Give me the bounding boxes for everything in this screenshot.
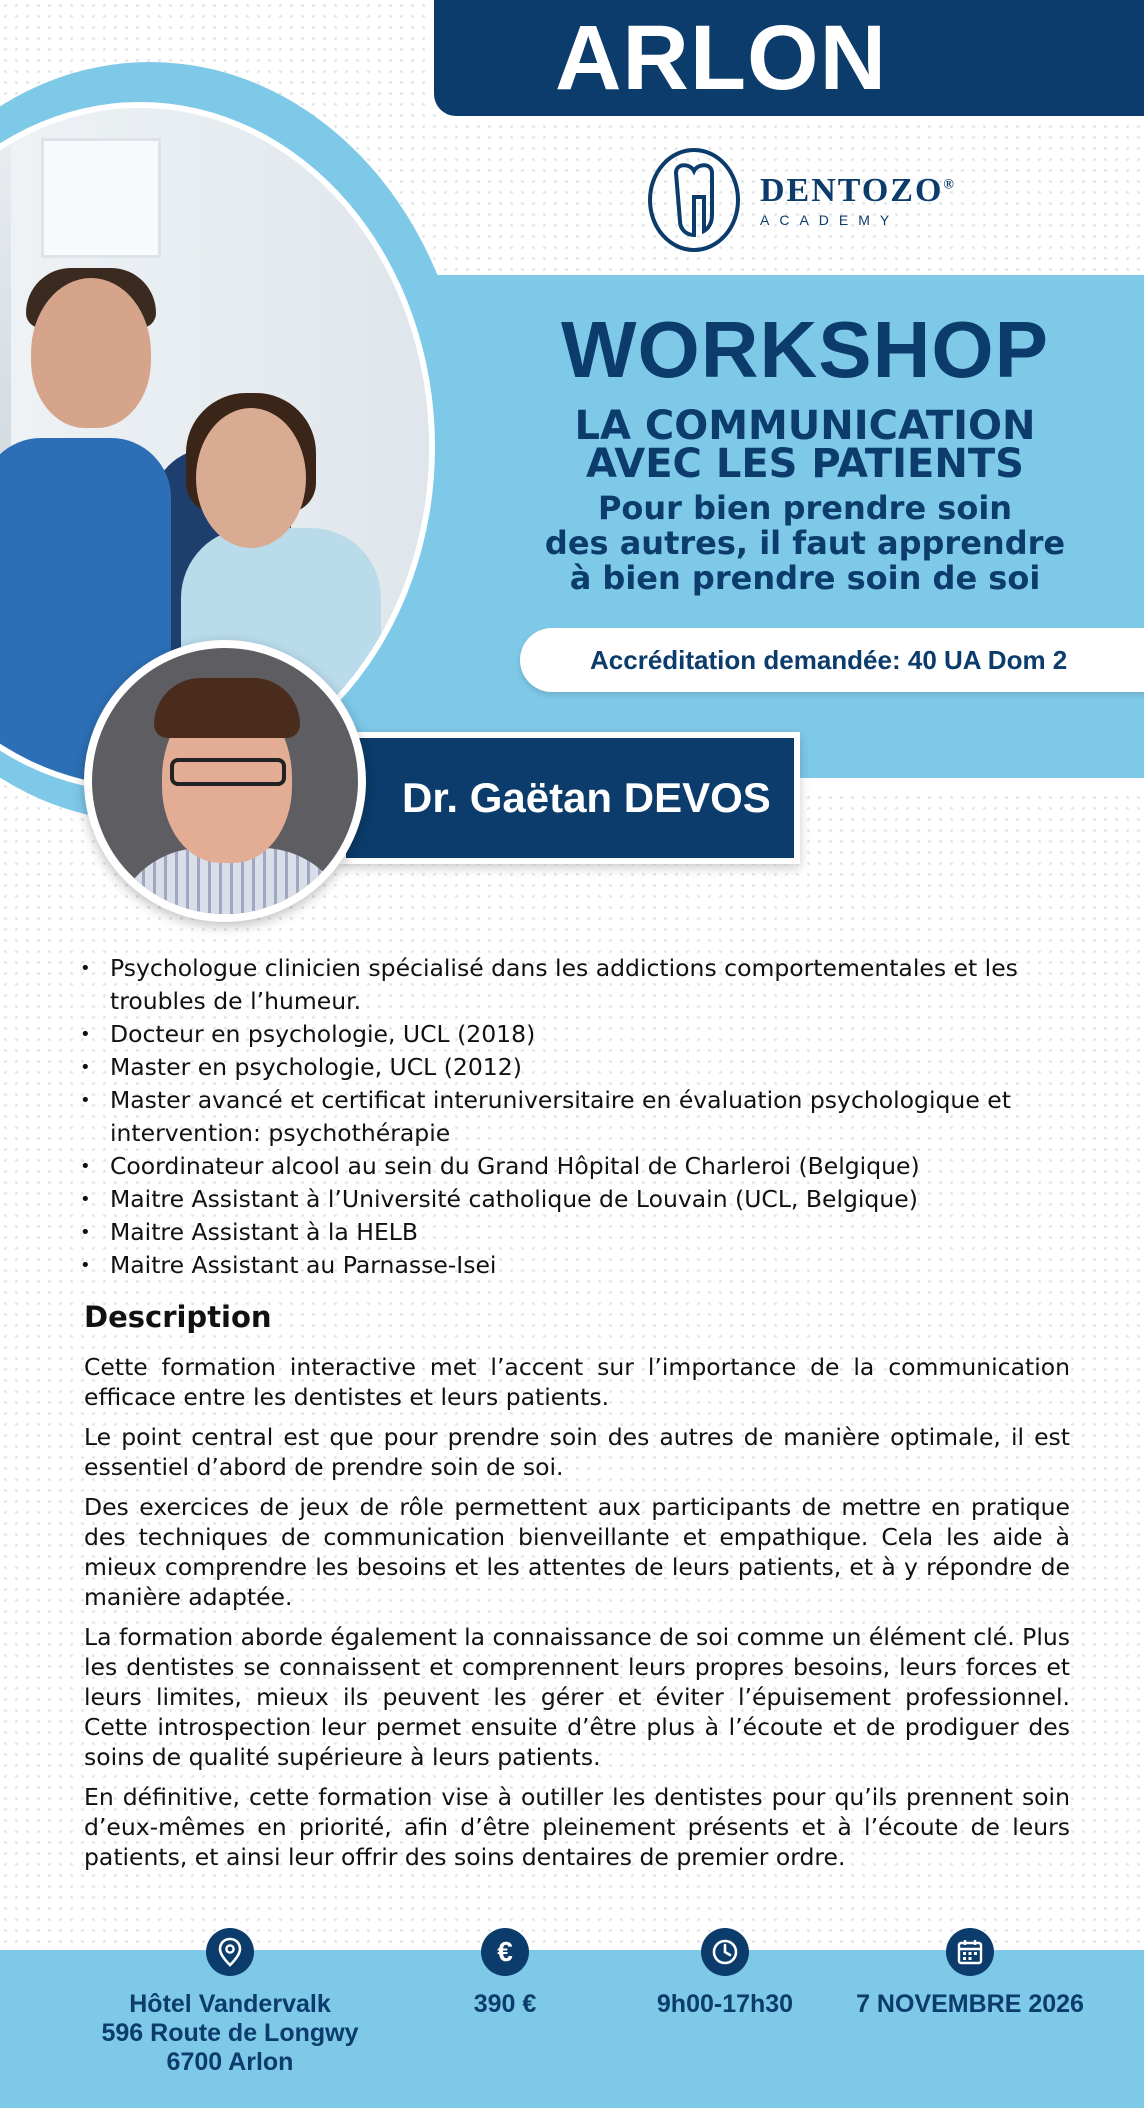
- logo-registered: ®: [943, 177, 956, 193]
- bio-item: • Maitre Assistant au Parnasse-Isei: [78, 1249, 1088, 1282]
- dentozo-logo: [646, 145, 956, 255]
- speaker-portrait: [84, 640, 366, 922]
- date-text: 7 NOVEMBRE 2026: [856, 1990, 1084, 2018]
- tagline-line3: à bien prendre soin de soi: [569, 559, 1041, 597]
- info-location: [80, 1928, 380, 2077]
- speaker-bio-list: [78, 952, 1088, 1282]
- bio-item: • Master avancé et certificat interuniversitaire en évaluation psychologique et intervention: psychothérapie: [78, 1084, 1088, 1150]
- description-paragraph: Des exercices de jeux de rôle permettent aux participants de mettre en pratique des techniques de communication bienveillante et empathique. Cela les aide à mieux comprendre les besoins et les attentes de leurs patients, et à y répondre de manière adaptée.: [84, 1493, 1070, 1611]
- location-line2: 596 Route de Longwy: [101, 2019, 359, 2047]
- tagline-line1: Pour bien prendre soin: [597, 489, 1013, 527]
- calendar-icon: [946, 1928, 994, 1976]
- speaker-name: Dr. Gaëtan DEVOS: [402, 774, 771, 821]
- logo-name: DENTOZO: [760, 172, 944, 209]
- tooth-logo-icon: [646, 145, 742, 255]
- bio-item: • Psychologue clinicien spécialisé dans les addictions comportementales et les troubles de l’humeur.: [78, 952, 1088, 1018]
- description-paragraph: En définitive, cette formation vise à outiller les dentistes pour qu’ils prennent soin d’eux-mêmes en priorité, afin d’être pleinement présents et à l’écoute de leurs patients, et ainsi leur offrir des soins dentaires de premier ordre.: [84, 1783, 1070, 1871]
- location-line1: Hôtel Vandervalk: [129, 1990, 331, 2018]
- course-title-line2: AVEC LES PATIENTS: [586, 441, 1024, 487]
- bio-item: • Maitre Assistant à la HELB: [78, 1216, 1088, 1249]
- clock-icon: [701, 1928, 749, 1976]
- tagline-line2: des autres, il faut apprendre: [544, 524, 1066, 562]
- description-paragraph: La formation aborde également la connaissance de soi comme un élément clé. Plus les dentistes se connaissent et comprennent leurs propres besoins, leurs forces et leurs limites, mieux ils peuvent les gérer et éviter l’épuisement professionnel. Cette introspection leur permet ensuite d’être plus à l’écoute et de prodiguer des soins de qualité supérieure à leurs patients.: [84, 1623, 1070, 1771]
- price-text: 390 €: [473, 1990, 537, 2018]
- location-line3: 6700 Arlon: [166, 2048, 294, 2076]
- bio-item: • Maitre Assistant à l’Université catholique de Louvain (UCL, Belgique): [78, 1183, 1088, 1216]
- accreditation-text: Accréditation demandée: 40 UA Dom 2: [590, 644, 1068, 675]
- speaker-banner: [340, 732, 800, 864]
- description-paragraph: Le point central est que pour prendre soin des autres de manière optimale, il est essentiel d’abord de prendre soin de soi.: [84, 1423, 1070, 1481]
- info-date: [845, 1928, 1095, 2019]
- bio-item: • Master en psychologie, UCL (2012): [78, 1051, 1088, 1084]
- info-price: [430, 1928, 580, 2019]
- workshop-title: WORKSHOP: [561, 305, 1049, 394]
- location-pin-icon: [206, 1928, 254, 1976]
- bio-item: • Coordinateur alcool au sein du Grand Hôpital de Charleroi (Belgique): [78, 1150, 1088, 1183]
- city-title: ARLON: [554, 6, 888, 109]
- info-time: [620, 1928, 830, 2019]
- band-edge: [780, 778, 1144, 788]
- city-banner: [428, 0, 1144, 122]
- description-heading: Description: [84, 1300, 272, 1334]
- accreditation-pill: [520, 628, 1144, 692]
- logo-subtitle: ACADEMY: [760, 212, 900, 228]
- description-section: [84, 1300, 1070, 1882]
- description-paragraph: Cette formation interactive met l’accent sur l’importance de la communication efficace entre les dentistes et leurs patients.: [84, 1353, 1070, 1411]
- bio-item: • Docteur en psychologie, UCL (2018): [78, 1018, 1088, 1051]
- time-text: 9h00-17h30: [656, 1990, 794, 2018]
- euro-icon: €: [481, 1928, 529, 1976]
- headline-block: [540, 305, 1070, 596]
- course-title-line1: LA COMMUNICATION: [574, 403, 1036, 449]
- tagline: [540, 491, 1070, 596]
- course-title: [540, 403, 1070, 487]
